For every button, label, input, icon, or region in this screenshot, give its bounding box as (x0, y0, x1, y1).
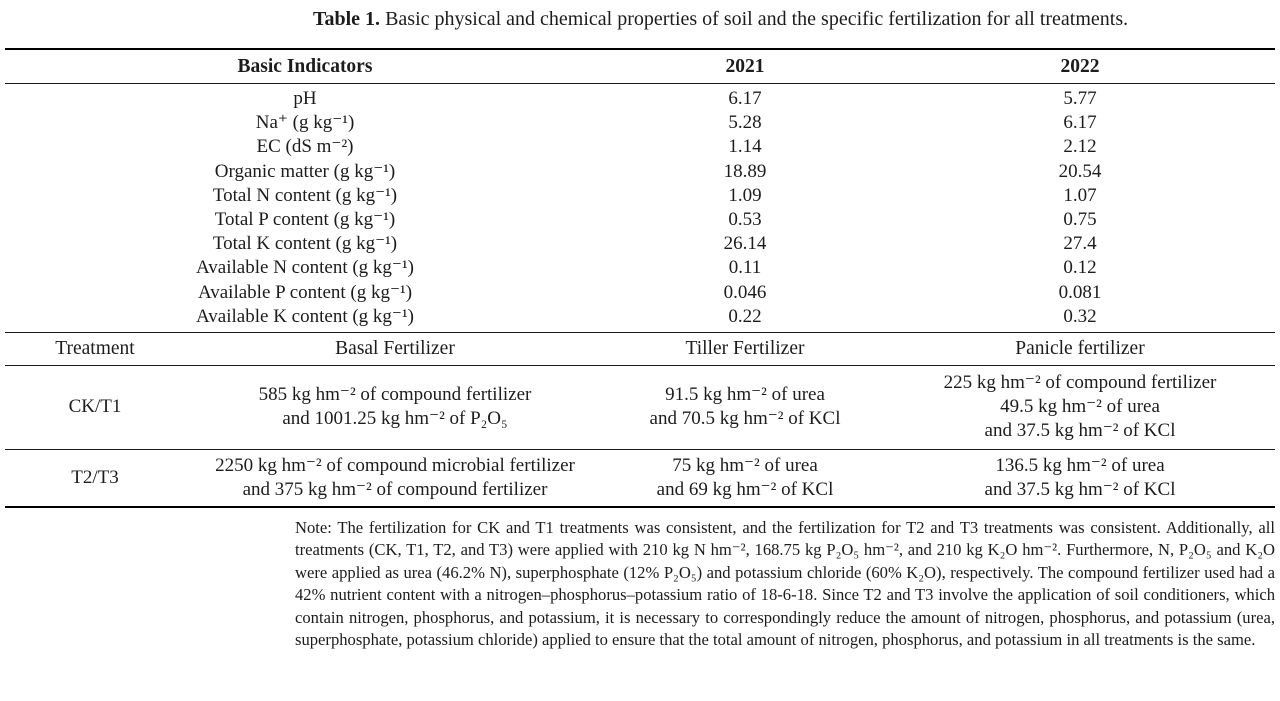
indicator-row (5, 281, 1275, 305)
panicle-fertilizer-header: Panicle fertilizer (1015, 337, 1145, 359)
indicator-value-2021: 0.11 (728, 257, 762, 279)
indicator-value-2021: 1.14 (728, 136, 762, 158)
indicator-value-2021: 0.22 (728, 305, 762, 327)
fertilizer-line: 2250 kg hm⁻² of compound microbial fertilizer (215, 454, 575, 476)
indicator-row (5, 305, 1275, 329)
indicator-name: Total K content (g kg⁻¹) (212, 233, 398, 255)
indicator-value-2022: 6.17 (1063, 112, 1097, 134)
table-caption-text: Basic physical and chemical properties of soil and the specific fertilization for all treatments. (385, 8, 1129, 30)
indicator-row (5, 111, 1275, 135)
basic-indicators-header: Basic Indicators (237, 55, 373, 77)
table-note: Note: The fertilization for CK and T1 treatments was consistent, and the fertilization for T2 and T3 treatments was consistent. Additionally, all treatments (CK, T1, T2, and T3) were applied with 210 kg N hm⁻², 168.75 kg P₂O₅ hm⁻², and 210 kg K₂O hm⁻². Furthermore, N, P₂O₅ and K₂O were applied as urea (46.2% N), superphosphate (12% P₂O₅) and potassium chloride (60% K₂O), respectively. The compound fertilizer used had a 42% nutrient content with a nitrogen–phosphorus–potassium ratio of 18-6-18. Since T2 and T3 involve the application of soil conditioners, which contain nitrogen, phosphorus, and potassium, it is necessary to correspondingly reduce the amount of nitrogen, phosphorus, and potassium (urea, superphosphate, potassium chloride) applied to ensure that the total amount of nitrogen, phosphorus, and potassium in all treatments is the same. (295, 518, 1275, 650)
year-2021-header: 2021 (725, 55, 765, 77)
fertilizer-line: and 70.5 kg hm⁻² of KCl (649, 408, 841, 430)
basal-cell (185, 366, 605, 449)
indicator-value-2022: 27.4 (1063, 233, 1097, 255)
indicator-value-2021: 0.046 (723, 281, 767, 303)
indicator-name: EC (dS m⁻²) (256, 136, 354, 158)
indicator-value-2022: 5.77 (1063, 88, 1097, 109)
indicator-value-2022: 0.75 (1063, 208, 1097, 230)
treatment-label: T2/T3 (71, 466, 119, 488)
indicator-value-2021: 26.14 (723, 233, 767, 255)
fertilizer-line: and 69 kg hm⁻² of KCl (656, 478, 834, 500)
fertilizer-line: 91.5 kg hm⁻² of urea (665, 384, 825, 406)
indicator-value-2022: 1.07 (1063, 184, 1097, 206)
fertilizer-line: 136.5 kg hm⁻² of urea (995, 454, 1165, 476)
table-1 (5, 48, 1275, 508)
indicator-value-2021: 0.53 (728, 208, 762, 230)
fertilizer-line: and 1001.25 kg hm⁻² of P₂O₅ (282, 408, 508, 430)
tiller-fertilizer-header: Tiller Fertilizer (685, 337, 805, 359)
basal-cell (185, 450, 605, 506)
indicator-name: Total N content (g kg⁻¹) (212, 184, 398, 206)
indicator-value-2022: 0.081 (1058, 281, 1102, 303)
panicle-cell (885, 366, 1275, 449)
indicator-name: Organic matter (g kg⁻¹) (214, 160, 396, 182)
fertilizer-line: 225 kg hm⁻² of compound fertilizer (943, 372, 1217, 394)
year-2022-header: 2022 (1060, 55, 1100, 77)
fertilizer-line: 75 kg hm⁻² of urea (672, 454, 818, 476)
indicators-header-row (5, 48, 1275, 84)
tiller-cell (605, 450, 885, 506)
indicator-row (5, 184, 1275, 208)
indicator-name: Available P content (g kg⁻¹) (197, 281, 413, 303)
table-caption (313, 8, 1128, 31)
indicator-value-2021: 18.89 (723, 160, 767, 182)
indicator-name: Total P content (g kg⁻¹) (214, 208, 396, 230)
indicator-value-2022: 0.32 (1063, 305, 1097, 327)
fertilizer-line: and 37.5 kg hm⁻² of KCl (984, 478, 1176, 500)
treatment-row-ck-t1 (5, 366, 1275, 450)
indicator-row (5, 256, 1275, 280)
panicle-cell (885, 450, 1275, 506)
fertilizer-line: and 37.5 kg hm⁻² of KCl (984, 420, 1176, 442)
indicator-row (5, 232, 1275, 256)
basal-fertilizer-header: Basal Fertilizer (335, 337, 455, 359)
fertilizer-line: 585 kg hm⁻² of compound fertilizer (258, 384, 532, 406)
indicator-row (5, 135, 1275, 159)
indicators-section (5, 84, 1275, 333)
indicator-row (5, 208, 1275, 232)
indicator-value-2021: 6.17 (728, 88, 762, 109)
indicator-name: pH (293, 88, 317, 109)
treatment-row-t2-t3 (5, 450, 1275, 508)
tiller-cell (605, 366, 885, 449)
indicator-name: Available N content (g kg⁻¹) (196, 257, 414, 279)
table-caption-label: Table 1. (313, 8, 381, 30)
treatment-header: Treatment (55, 337, 135, 359)
fertilizer-line: 49.5 kg hm⁻² of urea (1000, 396, 1160, 418)
indicator-value-2022: 0.12 (1063, 257, 1097, 279)
indicator-name: Available K content (g kg⁻¹) (196, 305, 414, 327)
indicator-value-2021: 5.28 (728, 112, 762, 134)
treatment-label: CK/T1 (68, 396, 122, 418)
indicator-row (5, 87, 1275, 111)
fertilizer-line: and 375 kg hm⁻² of compound fertilizer (242, 478, 548, 500)
indicator-value-2021: 1.09 (728, 184, 762, 206)
indicator-value-2022: 2.12 (1063, 136, 1097, 158)
indicator-name: Na⁺ (g kg⁻¹) (255, 112, 355, 134)
treatments-header-row (5, 333, 1275, 366)
indicator-row (5, 160, 1275, 184)
indicator-value-2022: 20.54 (1058, 160, 1102, 182)
